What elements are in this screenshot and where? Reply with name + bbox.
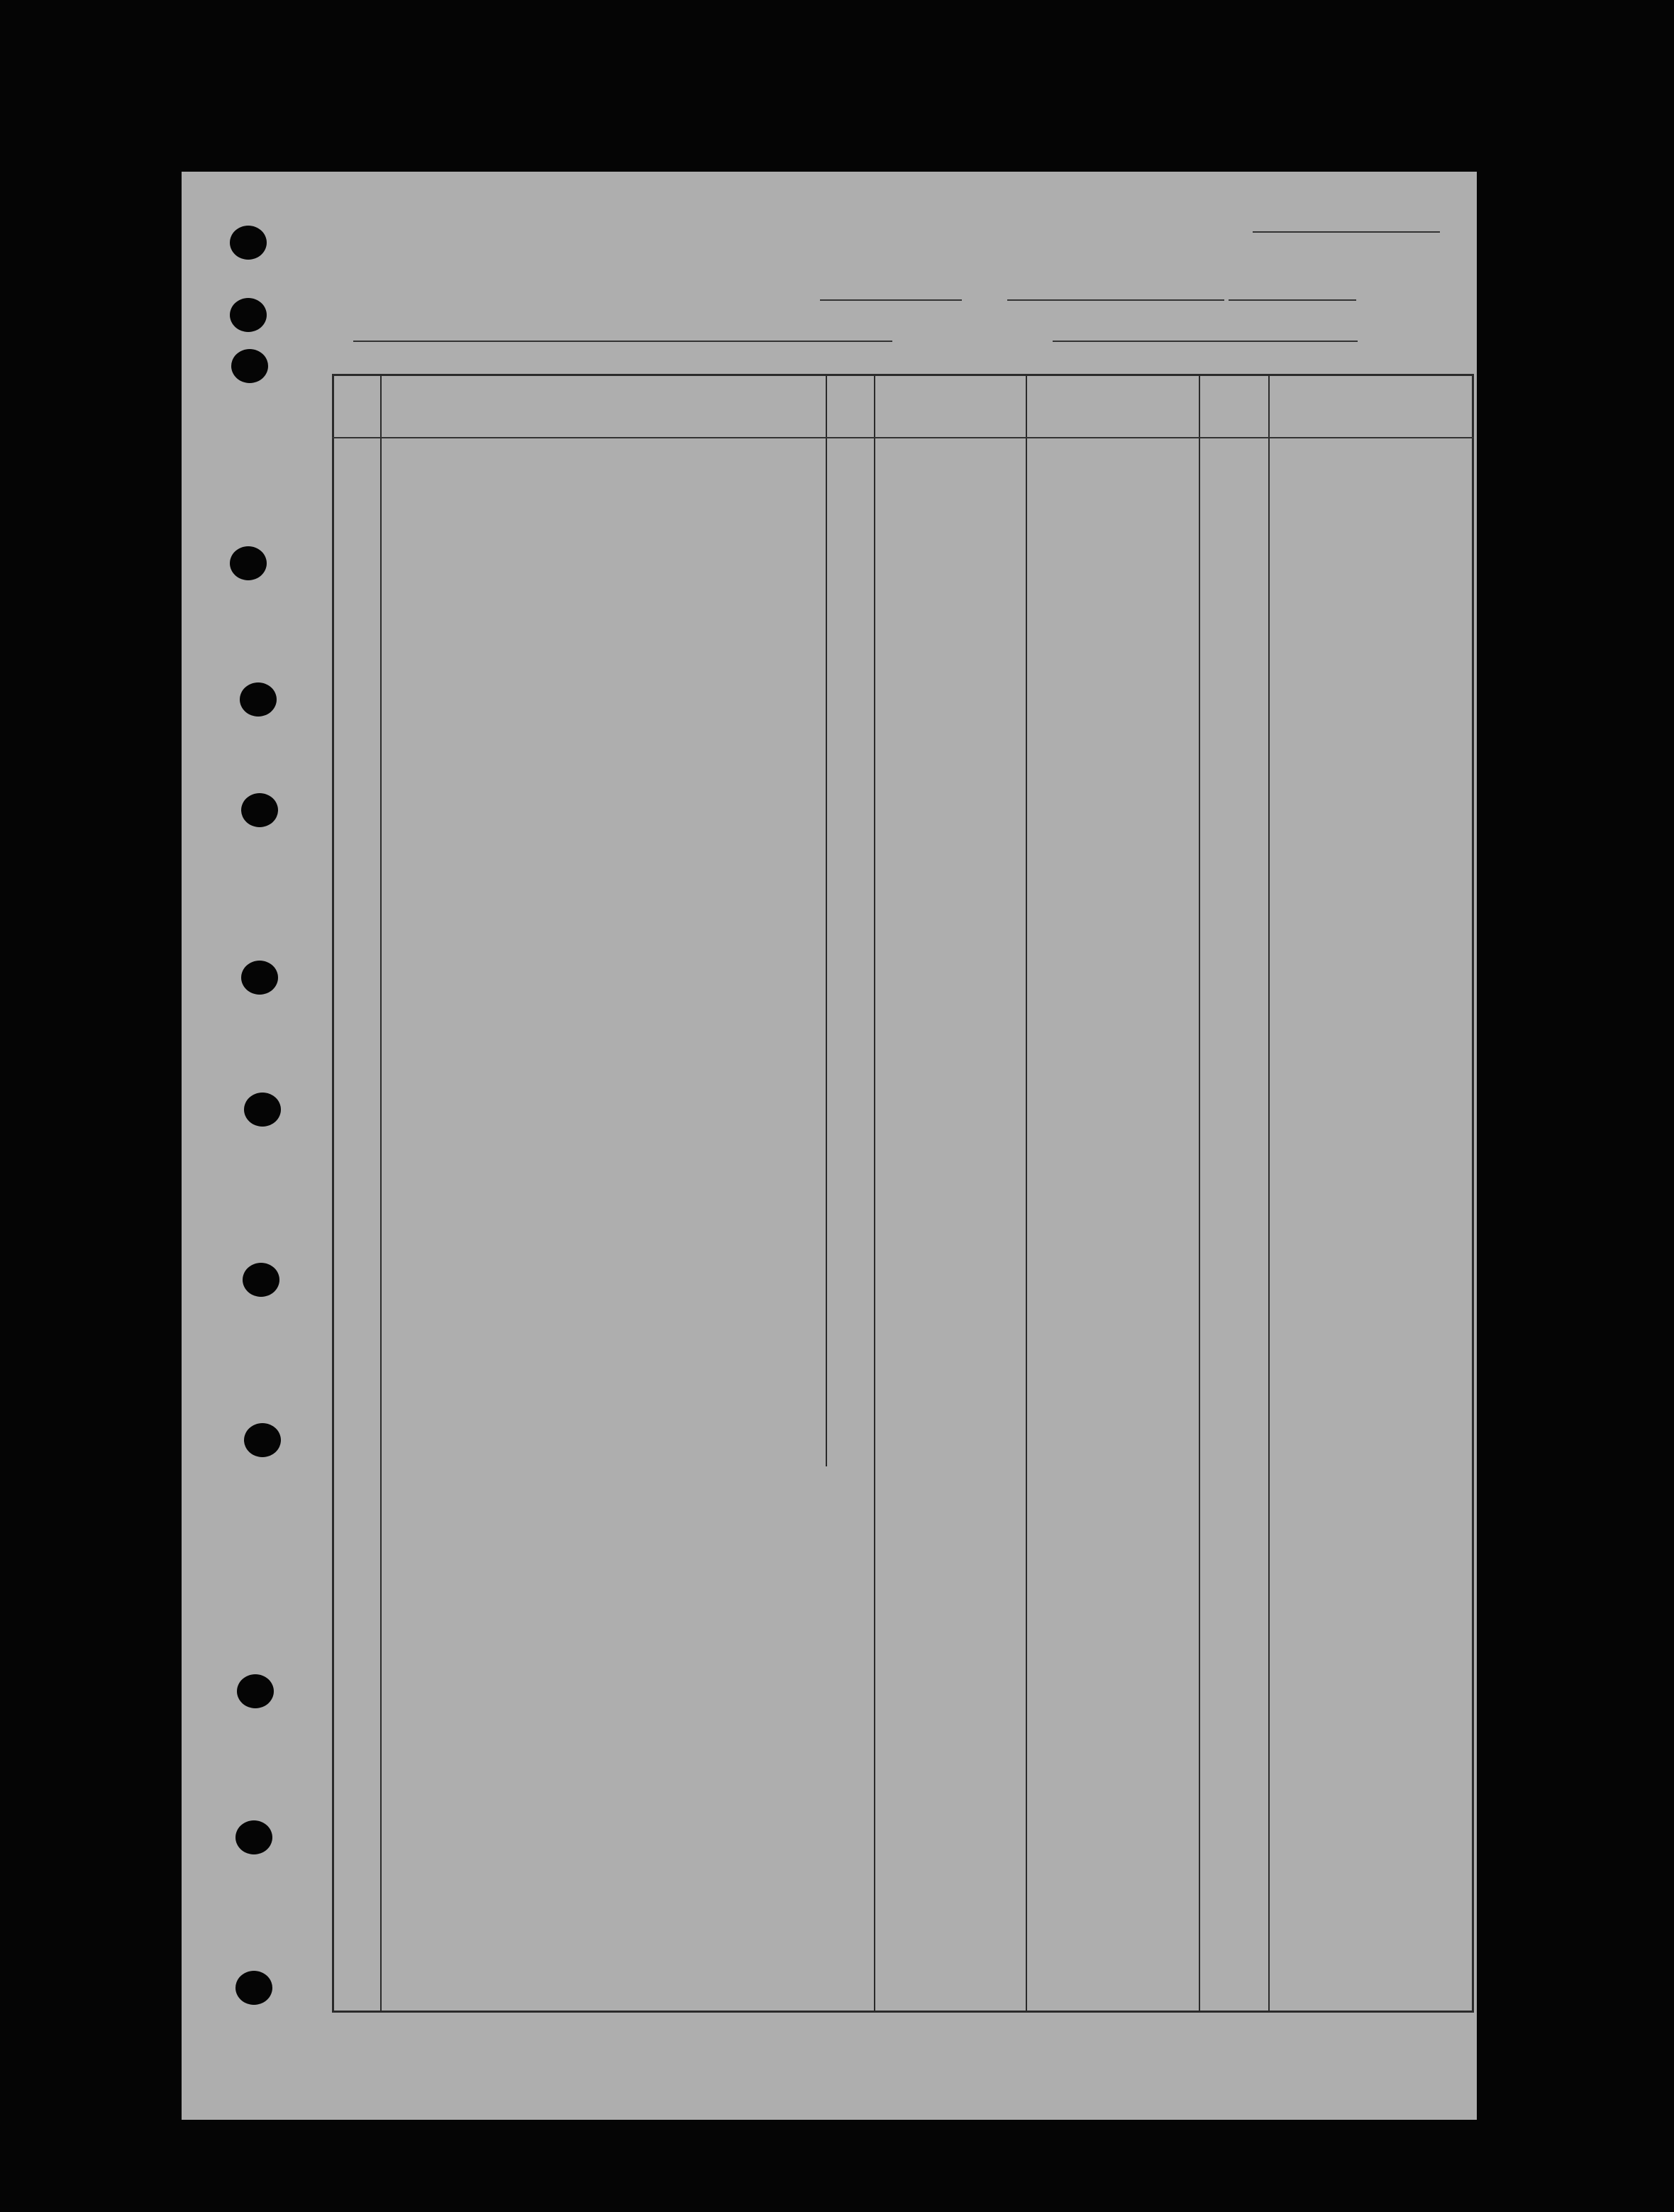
binder-hole xyxy=(244,1093,281,1127)
binder-hole xyxy=(231,349,268,383)
binder-hole xyxy=(240,682,277,717)
binder-hole xyxy=(244,1423,281,1457)
embark-date-underline xyxy=(1229,299,1356,301)
binder-hole xyxy=(241,793,278,827)
from-underline xyxy=(1007,299,1224,301)
header-bottom-rule xyxy=(332,437,1474,438)
binder-hole xyxy=(230,226,267,260)
col-divider xyxy=(826,374,827,1466)
form-agency-block xyxy=(326,213,624,216)
col-divider xyxy=(874,374,875,2013)
class-underline xyxy=(820,299,962,301)
binder-hole xyxy=(237,1674,274,1708)
col-divider xyxy=(380,374,382,2013)
manifest-no-underline xyxy=(1253,231,1440,233)
binder-hole xyxy=(243,1263,279,1297)
col-divider xyxy=(1268,374,1270,2013)
arrival-underline xyxy=(1053,341,1358,342)
binder-hole xyxy=(230,546,267,580)
vessel-underline xyxy=(353,341,892,342)
binder-hole xyxy=(241,961,278,995)
col-divider xyxy=(1026,374,1027,2013)
binder-hole xyxy=(235,1820,272,1854)
col-divider xyxy=(1199,374,1200,2013)
binder-hole xyxy=(230,298,267,332)
binder-hole xyxy=(235,1971,272,2005)
passenger-table xyxy=(332,374,1474,2013)
